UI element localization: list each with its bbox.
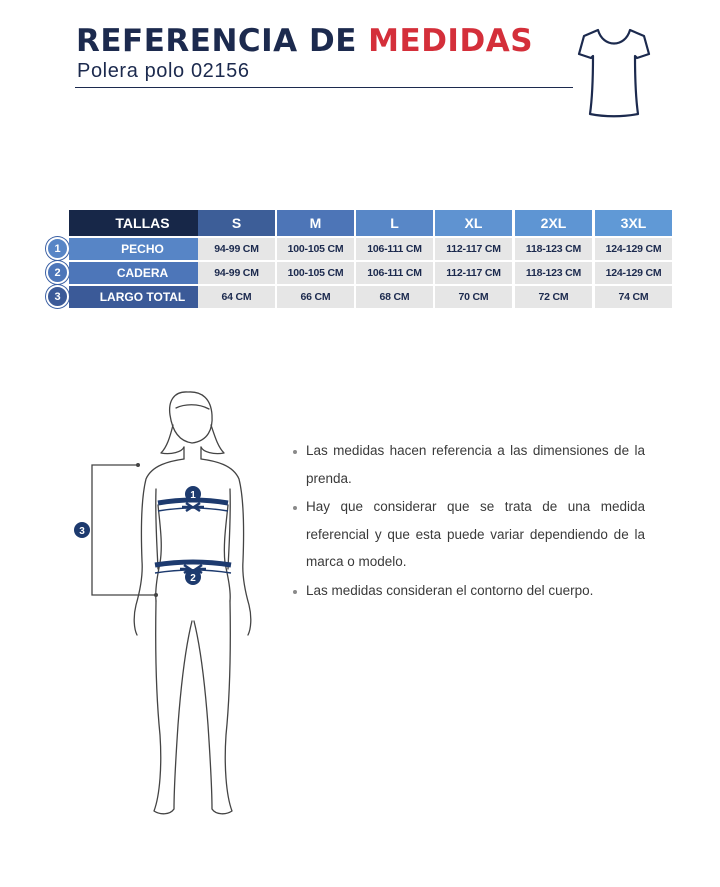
size-col-3xl: 3XL: [595, 210, 672, 236]
svg-text:1: 1: [190, 490, 196, 501]
row-label-pecho: PECHO: [69, 238, 216, 260]
cell-cadera-xl: 112-117 CM: [435, 262, 512, 284]
cell-pecho-xl: 112-117 CM: [435, 238, 512, 260]
cell-pecho-2xl: 118-123 CM: [515, 238, 592, 260]
cell-pecho-m: 100-105 CM: [277, 238, 354, 260]
title-divider: [75, 87, 573, 88]
size-col-s: S: [198, 210, 275, 236]
cell-largo-s: 64 CM: [198, 286, 275, 308]
cell-cadera-s: 94-99 CM: [198, 262, 275, 284]
size-col-m: M: [277, 210, 354, 236]
page-title: [76, 22, 533, 60]
row-label-cadera: CADERA: [69, 262, 216, 284]
cell-largo-m: 66 CM: [277, 286, 354, 308]
hip-marker: [155, 562, 231, 585]
size-col-xl: XL: [435, 210, 512, 236]
size-header-label: TALLAS: [69, 210, 216, 236]
cell-cadera-m: 100-105 CM: [277, 262, 354, 284]
title-part-2: MEDIDAS: [368, 23, 534, 59]
t-shirt-icon: [576, 26, 652, 118]
body-outline-icon: [60, 385, 260, 825]
note-item: Las medidas consideran el contorno del cuerpo.: [293, 577, 645, 605]
note-item: Las medidas hacen referencia a las dimensiones de la prenda.: [293, 437, 645, 492]
page-subtitle: Polera polo 02156: [77, 60, 250, 82]
note-item: Hay que considerar que se trata de una medida referencial y que esta puede variar dependiendo de la marca o modelo.: [293, 493, 645, 576]
size-col-2xl: 2XL: [515, 210, 592, 236]
cell-pecho-s: 94-99 CM: [198, 238, 275, 260]
cell-cadera-2xl: 118-123 CM: [515, 262, 592, 284]
cell-cadera-3xl: 124-129 CM: [595, 262, 672, 284]
cell-pecho-3xl: 124-129 CM: [595, 238, 672, 260]
row-3-number-badge: 3: [46, 285, 69, 308]
notes-list: [293, 437, 645, 605]
cell-pecho-l: 106-111 CM: [356, 238, 433, 260]
cell-largo-2xl: 72 CM: [515, 286, 592, 308]
row-1-number-badge: 1: [46, 237, 69, 260]
cell-largo-3xl: 74 CM: [595, 286, 672, 308]
row-label-largo-total: LARGO TOTAL: [69, 286, 216, 308]
cell-largo-l: 68 CM: [356, 286, 433, 308]
chest-marker: [158, 486, 228, 511]
size-col-l: L: [356, 210, 433, 236]
svg-text:2: 2: [190, 573, 196, 584]
cell-largo-xl: 70 CM: [435, 286, 512, 308]
cell-cadera-l: 106-111 CM: [356, 262, 433, 284]
svg-text:3: 3: [79, 526, 85, 537]
row-2-number-badge: 2: [46, 261, 69, 284]
title-part-1: REFERENCIA DE: [76, 23, 357, 59]
